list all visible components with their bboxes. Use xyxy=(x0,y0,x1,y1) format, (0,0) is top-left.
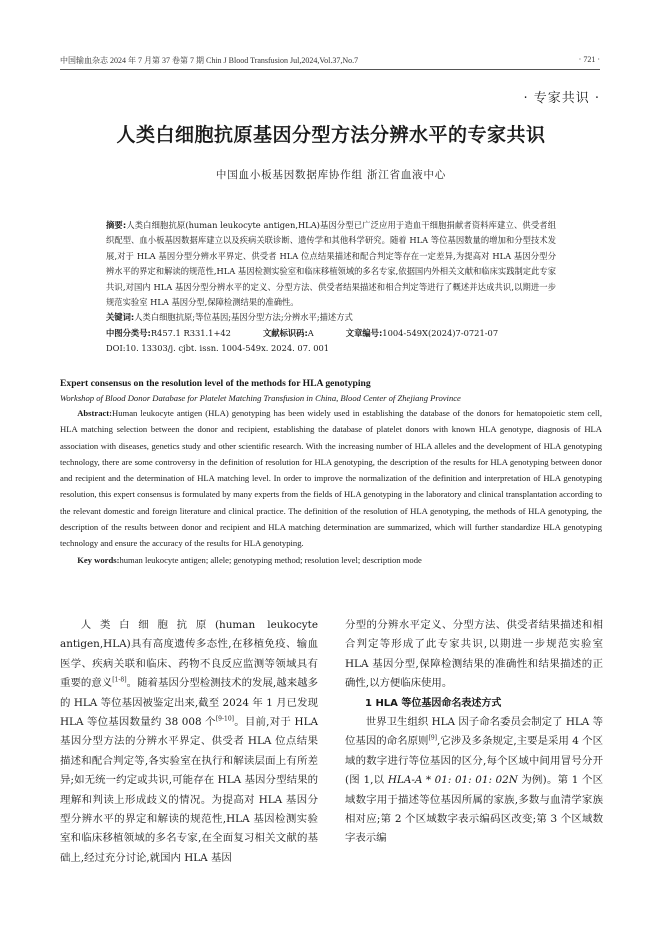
running-header xyxy=(60,55,600,70)
article-number: 文章编号:1004-549X(2024)7-0721-07 xyxy=(345,327,499,338)
en-title: Expert consensus on the resolution level of the methods for HLA genotyping xyxy=(60,378,371,389)
body-paragraph: 分型的分辨水平定义、分型方法、供受者结果描述和相合判定等形成了此专家共识,以期进一步规范实验室 HLA 基因分型,保障检测结果的准确性和结果描述的正确性,以方便临床使用。 xyxy=(345,619,603,690)
cn-keywords xyxy=(106,310,556,325)
body-paragraph: 世界卫生组织 HLA 因子命名委员会制定了 HLA 等位基因的命名原则[9],它涉及多条规定,主要是采用 4 个区域的数字进行等位基因的区分,每个区域中间用冒号分开(图 1,以 HLA-A * 01: 01: 01: 02N 为例)。第 1 个区域数字用于描述等位基因所属的家族,多数与血清学家族相对应;第 2 个区域数字表示编码区改变;第 3 个区域数字表示编 xyxy=(345,716,604,845)
body-left-column xyxy=(60,616,318,868)
allele-example: HLA-A * 01: 01: 01: 02N xyxy=(387,774,518,787)
cn-abstract-paragraph xyxy=(106,218,556,310)
body-paragraph: 人类白细胞抗原(human leukocyte antigen,HLA)具有高度遗传多态性,在移植免疫、输血医学、疾病关联和临床、药物不良反应监测等领域具有重要的意义[1-8]。随着基因分型检测技术的发展,越来越多的 HLA 等位基因被鉴定出来,截至 2024 年 1 月已发现 HLA 等位基因数量约 38 008 个[9-10]。目前,对于 HLA 基因分型方法的分辨水平界定、供受者 HLA 位点结果描述和配合判定等,各实验室在执行和解读层面上有所差异;如无统一约定或共识,可能存在 HLA 基因分型结果的理解和判读上形成歧义的情况。为提高对 HLA 基因分型分辨水平的界定和解读的规范性,HLA 基因检测实验室和临床移植领域的多名专家,在全面复习相关文献的基础上,经过充分讨论,就国内 HLA 基因 xyxy=(60,619,319,864)
english-abstract xyxy=(60,378,602,568)
cn-keywords-label: 关键词: xyxy=(106,312,135,323)
en-abstract-text: Human leukocyte antigen (HLA) genotyping has been widely used in establishing the database of the donors for hematopoietic stem cell, HLA matching selection between the donor and recipient, establishing the database of platelet donors with known HLA genotype, diagnosis of HLA association with diseases, genetics study and other scientific research. With the increasing number of HLA alleles and the development of HLA genotyping technology, there are some controversy in the definition of resolution for HLA genotyping, the description of the results for HLA genotyping between donor and recipient and the determination of HLA matching level. In order to improve the normalization of the definition and interpretation of HLA genotyping resolution, this expert consensus is formulated by many experts from the fields of HLA genotyping in the laboratory and clinical transplantation according to the relevant domestic and foreign literature and clinical practice. The definition of the resolution of HLA genotyping, the methods of HLA genotyping, the description of the results between donor and recipient and HLA matching determination are summarized, which will further standardize HLA genotyping technology and ensure the accuracy of the results for HLA genotyping. xyxy=(60,408,602,549)
en-abstract-label: Abstract: xyxy=(77,408,113,418)
en-abstract-paragraph xyxy=(60,405,602,552)
chinese-abstract xyxy=(106,218,556,357)
article-authors: 中国血小板基因数据库协作组 浙江省血液中心 xyxy=(215,169,447,181)
doi-line: DOI:10. 13303/j. cjbt. issn. 1004-549x. 2024. 07. 001 xyxy=(106,343,330,354)
document-code: 文献标识码:A xyxy=(262,327,314,338)
body-right-column xyxy=(345,616,603,849)
header-page-number: · 721 · xyxy=(578,55,600,64)
citation: [9-10] xyxy=(215,715,234,723)
cn-abstract-text: 人类白细胞抗原(human leukocyte antigen,HLA)基因分型已广泛应用于造血干细胞捐献者资料库建立、供受者组织配型、血小板基因数据库建立以及疾病关联诊断、遗传学和其他科学研究。随着 HLA 等位基因数量的增加和分型技术发展,对于 HLA 基因分型分辨水平界定、供受者 HLA 位点结果描述和配合判定等存在一定差异,为提高对 HLA 基因分型分辨水平的界定和解读的规范性,HLA 基因检测实验室和临床移植领域的多名专家,依据国内外相关文献和临床实践制定此专家共识,对国内 HLA 基因分型分辨水平的定义、分型方法、供受者结果描述和相合判定等进行了概述并达成共识,以期进一步规范实验室 HLA 基因分型,保障检测结果的准确性。 xyxy=(106,220,556,308)
en-keywords xyxy=(60,552,602,568)
section-tag: · 专家共识 · xyxy=(523,91,600,106)
cn-keywords-text: 人类白细胞抗原;等位基因;基因分型方法;分辨水平;描述方式 xyxy=(134,312,353,323)
en-keywords-label: Key words: xyxy=(77,554,120,565)
clc-number: 中图分类号:R457.1 R331.1+42 xyxy=(106,327,231,338)
article-title: 人类白细胞抗原基因分型方法分辨水平的专家共识 xyxy=(116,124,546,146)
section-heading: 1 HLA 等位基因命名表述方式 xyxy=(365,697,502,709)
citation: [1-8] xyxy=(112,676,127,684)
cn-classification-row xyxy=(106,326,556,341)
citation: [9] xyxy=(428,734,437,742)
cn-abstract-label: 摘要: xyxy=(106,220,127,230)
en-authors: Workshop of Blood Donor Database for Platelet Matching Transfusion in China, Blood Center of Zhejiang Province xyxy=(60,393,461,403)
en-keywords-text: human leukocyte antigen; allele; genotyping method; resolution level; description mode xyxy=(119,554,422,565)
header-journal-info: 中国输血杂志 2024 年 7 月第 37 卷第 7 期 Chin J Blood Transfusion Jul,2024,Vol.37,No.7 xyxy=(60,56,359,65)
